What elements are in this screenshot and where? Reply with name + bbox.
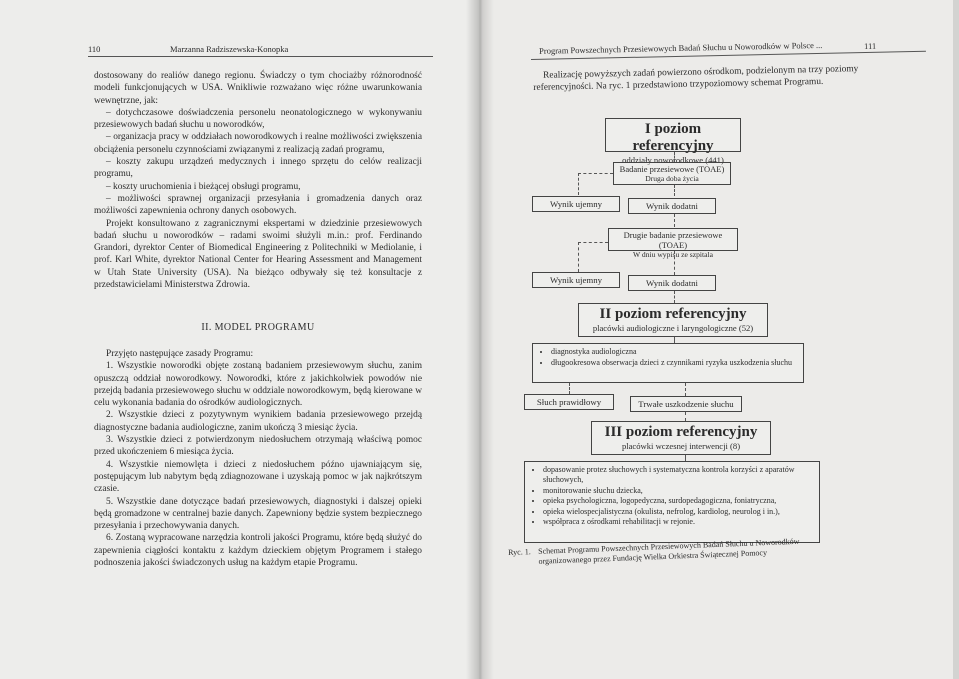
positive-result-2-box: Wynik dodatni: [628, 275, 716, 291]
left-header-rule: [88, 56, 433, 57]
connector: [685, 412, 686, 421]
list-item: • dopasowanie protez słuchowych i systematyczna kontrola korzyści z aparatów słuchowych,: [543, 465, 815, 485]
paragraph: Realizację powyższych zadań powierzono ośrodkom, podzielonym na trzy poziomy referencyjności. Na ryc. 1 przedstawiono trzypoziomowy schemat Programu.: [533, 64, 859, 94]
section-title: II. MODEL PROGRAMU: [201, 322, 315, 333]
level1-subtitle: oddziały noworodkowe (441): [622, 155, 724, 165]
caption-label: Ryc. 1.: [508, 547, 531, 557]
test2-title: Drugie badanie przesiewowe (TOAE): [623, 230, 723, 250]
connector: [685, 383, 686, 396]
connector: [578, 242, 608, 243]
page-edge: [953, 0, 959, 679]
left-text-bottom: [94, 348, 422, 569]
test1-title: Badanie przesiewowe (TOAE): [619, 164, 725, 174]
level3-tasks-box: [524, 461, 820, 543]
list-item: • monitorowanie słuchu dziecka,: [543, 486, 815, 496]
level3-title: III poziom referencyjny: [604, 424, 758, 440]
paragraph: 1. Wszystkie noworodki objęte zostaną badaniem przesiewowym słuchu, zanim opuszczą oddział noworodkowy. Noworodki, które z jakichkolwiek powodów nie przejdą badania przesiewowego słuchu w oddziale noworodkowym, będą kierowane w celu wykonania badania do ośrodków audiologicznych.: [94, 361, 422, 409]
level1-title: I poziom referencyjny: [632, 121, 714, 154]
right-running-head: [531, 38, 921, 56]
paragraph: 2. Wszystkie dzieci z pozytywnym wynikiem badania przesiewowego przejdą diagnostyczne badania audiologiczne, zanim ukończą 3 miesiąc życia.: [94, 410, 422, 433]
caption-text: Schemat Programu Powszechnych Przesiewowych Badań Słuchu u Noworodków organizowanego przez Fundację Wielka Orkiestra Świątecznej Pomocy: [537, 536, 800, 566]
level1-box: [605, 118, 741, 165]
paragraph: dostosowany do realiów danego regionu. Świadczy o tym chociażby różnorodność modeli funkcjonujących w USA. Wnikliwie rozważano więc różne uwarunkowania wewnętrzne, jak:: [94, 71, 422, 106]
connector: [674, 185, 675, 196]
permanent-damage-box: Trwałe uszkodzenie słuchu: [630, 396, 742, 412]
right-title: Program Powszechnych Przesiewowych Badań Słuchu u Noworodków w Polsce ...: [538, 39, 823, 56]
connector: [674, 291, 675, 303]
test2-subtitle: W dniu wypisu ze szpitala: [633, 250, 713, 259]
test1-subtitle: Druga doba życia: [645, 174, 699, 183]
left-text-top: [94, 70, 422, 291]
connector: [674, 152, 675, 162]
normal-hearing-box: Słuch prawidłowy: [524, 394, 614, 410]
paragraph: 3. Wszystkie dzieci z potwierdzonym niedosłuchem otrzymają właściwą pomoc przed ukończeniem 6 miesiąca życia.: [94, 435, 422, 458]
paragraph: Przyjęto następujące zasady Programu:: [106, 349, 254, 359]
paragraph: 6. Zostaną wypracowane narzędzia kontroli jakości Programu, które będą służyć do zapewnienia ciągłości kontaktu z każdym dzieckiem objętym Programem i stałego podnoszenia jakości świadczonych usług na każdym etapie Programu.: [94, 533, 422, 569]
list-item: – możliwości sprawnej organizacji przesyłania i gromadzenia danych oraz możliwości zapewnienia ochrony danych osobowych.: [94, 193, 422, 217]
connector: [578, 173, 613, 174]
paragraph: Projekt konsultowano z zagranicznymi ekspertami w dziedzinie przesiewowych badań słuchu u noworodków – radami swoimi służyli m.in.: prof. Ferdinando Grandori, dyrektor Center of Biomedical Engineering z Politechniki w Mediolanie, i prof. Karl White, dyrektor National Center for Hearing Assessment and Management w Utah State University (USA). Na bieżąco odbywały się też konsultacje z przedstawicielami Ministerstwa Zdrowia.: [94, 218, 422, 291]
right-intro: [533, 63, 889, 95]
connector: [578, 173, 579, 195]
left-page-number: 110: [88, 44, 101, 54]
list-item: – dotychczasowe doświadczenia personelu neonatologicznego w wykonywaniu przesiewowych badań słuchu u noworodków,: [94, 107, 422, 131]
list-item: – organizacja pracy w oddziałach noworodkowych i realne możliwości zwiększenia obciążenia personelu czynnościami związanymi z realizacją zadań programu,: [94, 132, 422, 155]
list-item: • opieka psychologiczna, logopedyczna, surdopedagogiczna, foniatryczna,: [543, 496, 815, 506]
level2-title: II poziom referencyjny: [599, 306, 747, 322]
connector: [578, 242, 579, 272]
right-page: [480, 0, 959, 679]
level3-subtitle: placówki wczesnej interwencji (8): [621, 441, 741, 451]
paragraph: 4. Wszystkie niemowlęta i dzieci z niedosłuchem późno ujawniającym się, postępującym lub nabytym będą zdiagnozowane i uzyskają pomoc w jak najkrótszym czasie.: [94, 459, 422, 495]
left-author: Marzanna Radziszewska-Konopka: [170, 44, 289, 54]
list-item: – koszty zakupu urządzeń medycznych i innego sprzętu do celów realizacji programu,: [94, 157, 422, 180]
list-item: – koszty uruchomienia i bieżącej obsługi programu,: [106, 181, 301, 192]
screening-test-2-box: [608, 228, 738, 259]
positive-result-1-box: Wynik dodatni: [628, 198, 716, 214]
level2-box: [578, 303, 768, 337]
level2-subtitle: placówki audiologiczne i laryngologiczne (52): [592, 323, 754, 333]
connector: [569, 383, 570, 394]
paragraph: 5. Wszystkie dane dotyczące badań przesiewowych, diagnostyki i dalszej opieki będą gromadzone w centralnej bazie danych. Zapewniony będzie system bezpiecznego przesyłania i przechowywania danych.: [94, 496, 422, 532]
list-item: • długookresowa obserwacja dzieci z czynnikami ryzyka uszkodzenia słuchu: [551, 358, 799, 368]
connector: [674, 214, 675, 227]
list-item: • współpraca z ośrodkami rehabilitacji w rejonie.: [543, 517, 815, 527]
screening-test-1-box: [613, 162, 731, 185]
level2-tasks-box: [532, 343, 804, 383]
level3-box: [591, 421, 771, 455]
negative-result-2-box: Wynik ujemny: [532, 272, 620, 288]
list-item: • opieka wielospecjalistyczna (okulista, nefrolog, kardiolog, neurolog i in.),: [543, 507, 815, 517]
right-page-number: 111: [863, 40, 877, 52]
list-item: • diagnostyka audiologiczna: [551, 347, 799, 357]
negative-result-1-box: Wynik ujemny: [532, 196, 620, 212]
connector: [674, 251, 675, 275]
